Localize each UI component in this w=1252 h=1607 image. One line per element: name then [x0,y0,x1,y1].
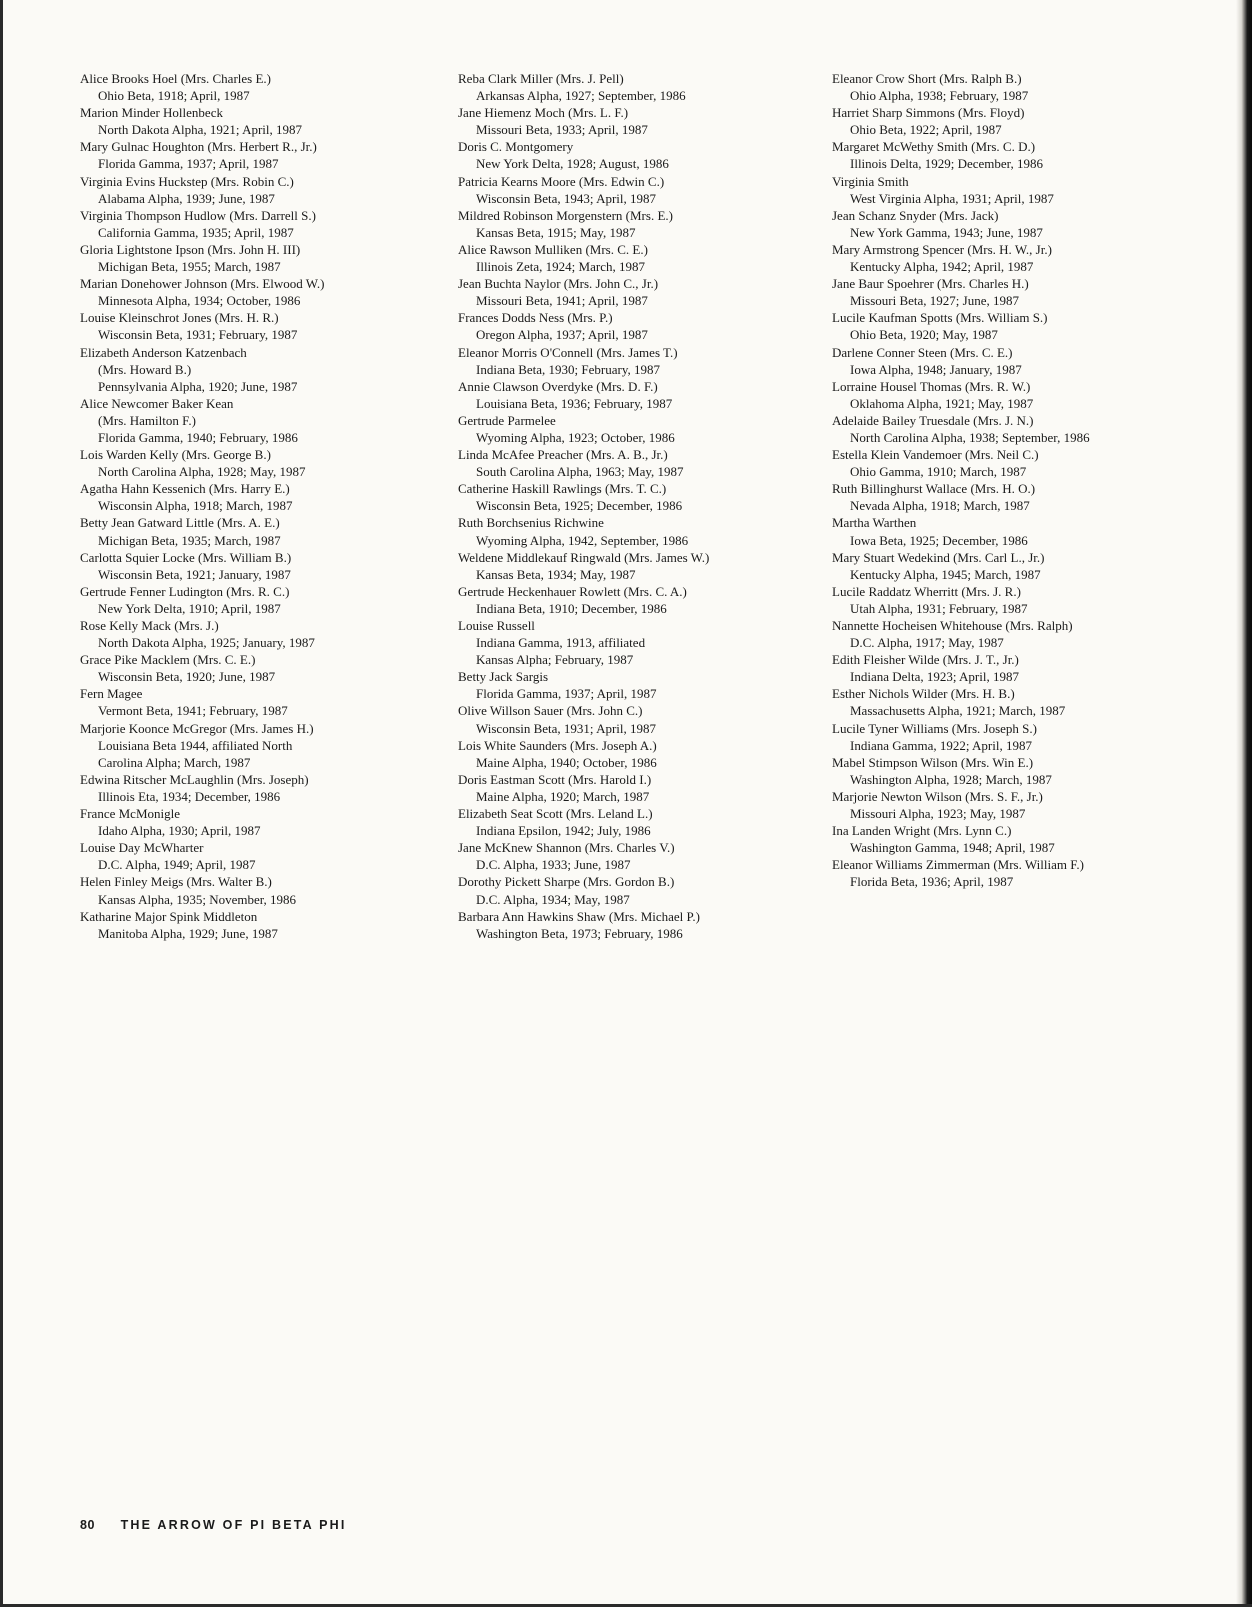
member-name: Ruth Borchsenius Richwine [458,515,604,531]
member-name: Dorothy Pickett Sharpe (Mrs. Gordon B.) [458,874,675,890]
member-name: Adelaide Bailey Truesdale (Mrs. J. N.) [832,412,1034,428]
list-item [80,70,410,104]
list-item [80,480,410,514]
list-item [458,668,788,702]
member-detail: New York Delta, 1910; April, 1987 [98,600,281,616]
list-item [80,617,410,651]
member-detail: Nevada Alpha, 1918; March, 1987 [850,498,1030,514]
member-name: Lois White Saunders (Mrs. Joseph A.) [458,737,657,753]
list-item [832,617,1192,651]
member-name: Alice Newcomer Baker Kean [80,395,234,411]
list-item [458,241,788,275]
list-item [458,873,788,907]
member-detail: West Virginia Alpha, 1931; April, 1987 [850,190,1054,206]
list-item [832,241,1192,275]
member-name: Darlene Conner Steen (Mrs. C. E.) [832,344,1013,360]
list-item [458,583,788,617]
member-detail: North Dakota Alpha, 1925; January, 1987 [98,635,315,651]
list-item [80,275,410,309]
column-3 [832,70,1192,891]
member-detail: Florida Gamma, 1937; April, 1987 [98,156,279,172]
member-name: Mary Stuart Wedekind (Mrs. Carl L., Jr.) [832,549,1045,565]
member-name: Frances Dodds Ness (Mrs. P.) [458,310,613,326]
member-name: Jane Hiemenz Moch (Mrs. L. F.) [458,105,629,121]
member-name: Lucile Raddatz Wherritt (Mrs. J. R.) [832,583,1021,599]
member-name: Fern Magee [80,686,143,702]
member-detail: Missouri Beta, 1927; June, 1987 [850,293,1019,309]
list-item [832,720,1192,754]
member-detail: D.C. Alpha, 1933; June, 1987 [476,857,631,873]
page-edge-left [0,0,3,1607]
list-item [832,138,1192,172]
member-name: Mary Gulnac Houghton (Mrs. Herbert R., Jr.) [80,139,317,155]
member-name: Katharine Major Spink Middleton [80,908,258,924]
list-item [458,309,788,343]
member-detail: New York Delta, 1928; August, 1986 [476,156,669,172]
list-item [832,549,1192,583]
list-item [832,685,1192,719]
member-name: Virginia Evins Huckstep (Mrs. Robin C.) [80,173,294,189]
member-name: Jane Baur Spoehrer (Mrs. Charles H.) [832,276,1029,292]
member-name: France McMonigle [80,806,181,822]
member-name: Louise Day McWharter [80,840,204,856]
member-detail: Washington Gamma, 1948; April, 1987 [850,840,1055,856]
member-name: Grace Pike Macklem (Mrs. C. E.) [80,652,256,668]
list-item [832,788,1192,822]
member-detail: Kansas Beta, 1934; May, 1987 [476,566,636,582]
list-item [80,839,410,873]
list-item [458,514,788,548]
member-detail: Indiana Gamma, 1922; April, 1987 [850,737,1032,753]
member-detail: Ohio Alpha, 1938; February, 1987 [850,88,1029,104]
member-detail: Washington Beta, 1973; February, 1986 [476,925,683,941]
list-item [458,702,788,736]
member-detail: Missouri Beta, 1941; April, 1987 [476,293,648,309]
member-name: Betty Jean Gatward Little (Mrs. A. E.) [80,515,280,531]
member-name: Elizabeth Anderson Katzenbach [80,344,247,360]
list-item [458,480,788,514]
list-item [832,480,1192,514]
member-name: Harriet Sharp Simmons (Mrs. Floyd) [832,105,1025,121]
member-name: Carlotta Squier Locke (Mrs. William B.) [80,549,292,565]
member-detail: Ohio Beta, 1922; April, 1987 [850,122,1002,138]
member-detail: Ohio Gamma, 1910; March, 1987 [850,464,1027,480]
list-item [832,378,1192,412]
page-footer [80,1518,347,1532]
list-item [80,344,410,395]
member-detail: Vermont Beta, 1941; February, 1987 [98,703,288,719]
list-item [832,583,1192,617]
list-item [832,754,1192,788]
member-detail: Michigan Beta, 1935; March, 1987 [98,532,281,548]
member-detail: Illinois Zeta, 1924; March, 1987 [476,259,645,275]
member-name: Gertrude Fenner Ludington (Mrs. R. C.) [80,583,290,599]
list-item [458,173,788,207]
member-detail: Massachusetts Alpha, 1921; March, 1987 [850,703,1066,719]
list-item [80,514,410,548]
member-name: Virginia Thompson Hudlow (Mrs. Darrell S.) [80,207,316,223]
list-item [80,395,410,446]
list-item [458,771,788,805]
list-item [832,514,1192,548]
member-name: Jean Schanz Snyder (Mrs. Jack) [832,207,999,223]
member-detail: Wisconsin Alpha, 1918; March, 1987 [98,498,293,514]
list-item [832,70,1192,104]
member-detail: Wisconsin Beta, 1943; April, 1987 [476,190,657,206]
list-item [458,275,788,309]
member-name: Agatha Hahn Kessenich (Mrs. Harry E.) [80,481,290,497]
member-detail: Michigan Beta, 1955; March, 1987 [98,259,281,275]
list-item [458,412,788,446]
member-name: Ruth Billinghurst Wallace (Mrs. H. O.) [832,481,1036,497]
list-item [458,737,788,771]
member-name: Nannette Hocheisen Whitehouse (Mrs. Ralph) [832,618,1073,633]
member-detail: Wisconsin Beta, 1925; December, 1986 [476,498,683,514]
member-detail: Washington Alpha, 1928; March, 1987 [850,771,1052,787]
member-name: Esther Nichols Wilder (Mrs. H. B.) [832,686,1015,702]
member-name: Betty Jack Sargis [458,669,549,685]
member-name: Mabel Stimpson Wilson (Mrs. Win E.) [832,754,1034,770]
member-name: Marjorie Newton Wilson (Mrs. S. F., Jr.) [832,788,1043,804]
list-item [832,104,1192,138]
member-name: Reba Clark Miller (Mrs. J. Pell) [458,71,624,86]
member-detail: Wyoming Alpha, 1942, September, 1986 [476,532,689,548]
member-detail: (Mrs. Howard B.) [98,361,192,377]
member-name: Catherine Haskill Rawlings (Mrs. T. C.) [458,481,667,497]
list-item [458,104,788,138]
member-detail: D.C. Alpha, 1934; May, 1987 [476,891,630,907]
list-item [458,839,788,873]
list-item [458,549,788,583]
list-item [80,685,410,719]
member-detail: D.C. Alpha, 1917; May, 1987 [850,635,1004,651]
member-name: Martha Warthen [832,515,917,531]
member-name: Edith Fleisher Wilde (Mrs. J. T., Jr.) [832,652,1019,668]
member-name: Edwina Ritscher McLaughlin (Mrs. Joseph) [80,771,309,787]
member-detail: Indiana Beta, 1930; February, 1987 [476,361,660,377]
list-item [832,344,1192,378]
member-name: Olive Willson Sauer (Mrs. John C.) [458,703,643,719]
member-detail: Indiana Delta, 1923; April, 1987 [850,669,1019,685]
list-item [832,446,1192,480]
member-name: Marion Minder Hollenbeck [80,105,223,121]
list-item [458,344,788,378]
list-item [832,275,1192,309]
member-name: Marian Donehower Johnson (Mrs. Elwood W.) [80,276,325,292]
member-detail: Kansas Alpha; February, 1987 [476,652,634,668]
member-detail: California Gamma, 1935; April, 1987 [98,224,294,240]
member-detail: Kansas Beta, 1915; May, 1987 [476,224,636,240]
member-detail: Wisconsin Beta, 1931; February, 1987 [98,327,298,343]
member-detail: Florida Gamma, 1937; April, 1987 [476,686,657,702]
list-item [832,651,1192,685]
member-name: Lucile Kaufman Spotts (Mrs. William S.) [832,310,1048,326]
member-name: Alice Rawson Mulliken (Mrs. C. E.) [458,241,648,257]
page-edge-right [1236,0,1252,1607]
member-detail: Alabama Alpha, 1939; June, 1987 [98,190,275,206]
member-detail: Illinois Eta, 1934; December, 1986 [98,788,281,804]
member-detail: Illinois Delta, 1929; December, 1986 [850,156,1043,172]
member-detail: Indiana Beta, 1910; December, 1986 [476,600,667,616]
member-detail: Wyoming Alpha, 1923; October, 1986 [476,429,675,445]
list-item [458,617,788,668]
member-detail: Maine Alpha, 1940; October, 1986 [476,754,657,770]
member-detail: Wisconsin Beta, 1921; January, 1987 [98,566,291,582]
member-detail: Kentucky Alpha, 1945; March, 1987 [850,566,1041,582]
member-name: Gertrude Heckenhauer Rowlett (Mrs. C. A.) [458,583,687,599]
member-detail: Pennsylvania Alpha, 1920; June, 1987 [98,378,298,394]
list-item [80,720,410,771]
list-item [80,805,410,839]
member-detail: New York Gamma, 1943; June, 1987 [850,224,1043,240]
list-item [80,549,410,583]
member-detail: Kansas Alpha, 1935; November, 1986 [98,891,297,907]
publication-title: THE ARROW OF PI BETA PHI [120,1518,347,1532]
member-detail: Oregon Alpha, 1937; April, 1987 [476,327,648,343]
member-detail: North Dakota Alpha, 1921; April, 1987 [98,122,303,138]
member-detail: Iowa Alpha, 1948; January, 1987 [850,361,1022,377]
member-detail: Carolina Alpha; March, 1987 [98,754,251,770]
member-name: Marjorie Koonce McGregor (Mrs. James H.) [80,720,314,736]
member-name: Doris C. Montgomery [458,139,574,155]
member-detail: South Carolina Alpha, 1963; May, 1987 [476,464,684,480]
member-detail: D.C. Alpha, 1949; April, 1987 [98,857,256,873]
member-detail: Minnesota Alpha, 1934; October, 1986 [98,293,301,309]
member-name: Gloria Lightstone Ipson (Mrs. John H. III) [80,241,301,257]
member-detail: Florida Beta, 1936; April, 1987 [850,874,1014,890]
member-detail: Idaho Alpha, 1930; April, 1987 [98,823,261,839]
member-detail: Kentucky Alpha, 1942; April, 1987 [850,259,1034,275]
list-item [832,207,1192,241]
list-item [458,207,788,241]
list-item [80,446,410,480]
list-item [458,138,788,172]
member-detail: Wisconsin Beta, 1920; June, 1987 [98,669,276,685]
list-item [458,805,788,839]
list-item [832,822,1192,856]
list-item [80,104,410,138]
list-item [80,173,410,207]
list-item [832,412,1192,446]
page-number: 80 [80,1518,95,1532]
member-name: Doris Eastman Scott (Mrs. Harold I.) [458,771,652,787]
list-item [458,908,788,942]
list-item [80,309,410,343]
list-item [80,207,410,241]
list-item [832,173,1192,207]
member-detail: Maine Alpha, 1920; March, 1987 [476,788,650,804]
member-name: Lorraine Housel Thomas (Mrs. R. W.) [832,378,1031,394]
list-item [80,651,410,685]
list-item [458,446,788,480]
column-2 [458,70,788,942]
member-name: Lois Warden Kelly (Mrs. George B.) [80,447,271,463]
member-name: Annie Clawson Overdyke (Mrs. D. F.) [458,378,658,394]
member-detail: Florida Gamma, 1940; February, 1986 [98,429,298,445]
member-name: Ina Landen Wright (Mrs. Lynn C.) [832,823,1012,839]
member-detail: Louisiana Beta, 1936; February, 1987 [476,395,673,411]
member-detail: (Mrs. Hamilton F.) [98,412,196,428]
member-detail: Oklahoma Alpha, 1921; May, 1987 [850,395,1034,411]
member-name: Margaret McWethy Smith (Mrs. C. D.) [832,139,1036,155]
member-detail: Missouri Alpha, 1923; May, 1987 [850,806,1026,822]
member-detail: Louisiana Beta 1944, affiliated North [98,737,293,753]
member-name: Virginia Smith [832,173,909,189]
member-name: Estella Klein Vandemoer (Mrs. Neil C.) [832,447,1039,463]
member-detail: North Carolina Alpha, 1928; May, 1987 [98,464,306,480]
member-detail: Wisconsin Beta, 1931; April, 1987 [476,720,657,736]
list-item [80,908,410,942]
member-detail: Missouri Beta, 1933; April, 1987 [476,122,648,138]
member-name: Rose Kelly Mack (Mrs. J.) [80,618,219,633]
member-name: Mildred Robinson Morgenstern (Mrs. E.) [458,207,673,223]
member-name: Elizabeth Seat Scott (Mrs. Leland L.) [458,806,653,822]
member-detail: Indiana Epsilon, 1942; July, 1986 [476,823,651,839]
member-detail: Ohio Beta, 1920; May, 1987 [850,327,998,343]
list-item [458,378,788,412]
list-item [832,309,1192,343]
member-name: Gertrude Parmelee [458,412,556,428]
member-name: Eleanor Morris O'Connell (Mrs. James T.) [458,344,678,360]
column-1 [80,70,410,942]
list-item [80,583,410,617]
list-item [80,241,410,275]
member-name: Alice Brooks Hoel (Mrs. Charles E.) [80,71,271,86]
member-name: Louise Russell [458,618,535,633]
member-name: Mary Armstrong Spencer (Mrs. H. W., Jr.) [832,241,1052,257]
member-detail: Indiana Gamma, 1913, affiliated [476,635,646,651]
member-name: Helen Finley Meigs (Mrs. Walter B.) [80,874,272,890]
member-detail: Iowa Beta, 1925; December, 1986 [850,532,1028,548]
member-name: Jane McKnew Shannon (Mrs. Charles V.) [458,840,675,856]
member-name: Linda McAfee Preacher (Mrs. A. B., Jr.) [458,447,668,463]
member-name: Eleanor Williams Zimmerman (Mrs. William F.) [832,857,1084,873]
list-item [458,70,788,104]
list-item [80,873,410,907]
member-detail: Ohio Beta, 1918; April, 1987 [98,88,250,104]
member-name: Louise Kleinschrot Jones (Mrs. H. R.) [80,310,279,326]
member-name: Weldene Middlekauf Ringwald (Mrs. James W.) [458,549,710,565]
member-name: Lucile Tyner Williams (Mrs. Joseph S.) [832,720,1037,736]
list-item [80,138,410,172]
list-item [80,771,410,805]
member-detail: Arkansas Alpha, 1927; September, 1986 [476,88,686,104]
member-detail: North Carolina Alpha, 1938; September, 1986 [850,429,1090,445]
member-detail: Manitoba Alpha, 1929; June, 1987 [98,925,278,941]
member-name: Barbara Ann Hawkins Shaw (Mrs. Michael P.) [458,908,700,924]
member-name: Patricia Kearns Moore (Mrs. Edwin C.) [458,173,665,189]
list-item [832,856,1192,890]
member-name: Jean Buchta Naylor (Mrs. John C., Jr.) [458,276,659,292]
member-name: Eleanor Crow Short (Mrs. Ralph B.) [832,71,1022,86]
member-detail: Utah Alpha, 1931; February, 1987 [850,600,1028,616]
